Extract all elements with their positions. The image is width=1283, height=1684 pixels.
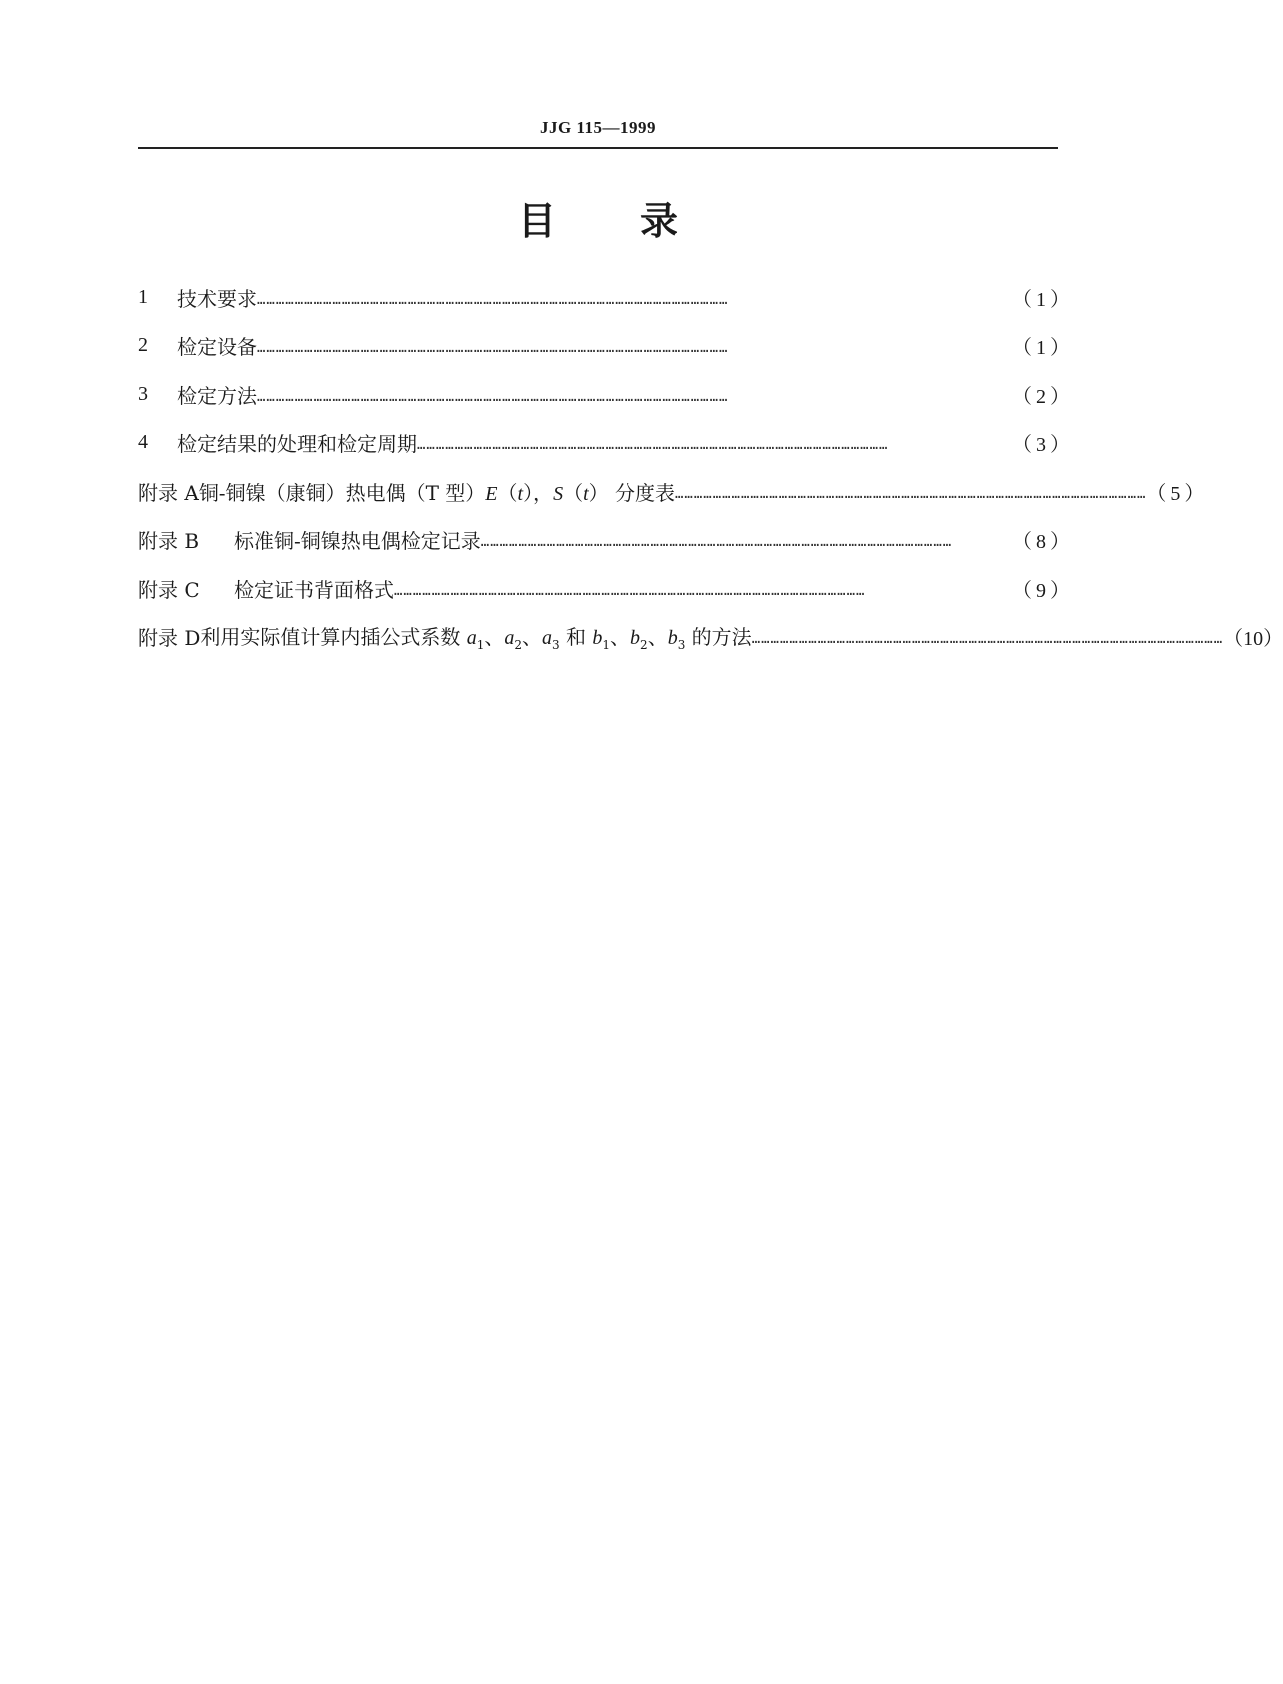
toc-entry-number: 4: [138, 431, 148, 454]
dot-leader: ……………………………………………………………………………………………………………………………………: [751, 631, 1224, 648]
dot-leader: ……………………………………………………………………………………………………………………………………: [674, 485, 1147, 502]
toc-entry-label: 检定结果的处理和检定周期: [177, 432, 417, 457]
document-code-header: JJG 115—1999: [539, 118, 657, 137]
appendix-d-label: 利用实际值计算内插公式系数 $a_1$、$a_2$、$a_3$ 和 $b_1$、$b_2$、$b_3$ 的方法: [200, 625, 752, 653]
dot-leader: ……………………………………………………………………………………………………………………………………: [257, 340, 729, 357]
toc-appendix-c[interactable]: [138, 564, 1074, 613]
appendix-prefix: 附录 D: [138, 626, 201, 651]
appendix-prefix: 附录 B: [138, 529, 200, 554]
toc-entry[interactable]: [138, 273, 1074, 322]
toc-entry-number: 3: [138, 382, 148, 405]
appendix-prefix: 附录 C: [138, 577, 200, 602]
dot-leader: ……………………………………………………………………………………………………………………………………: [417, 437, 889, 454]
title-char-2: 录: [640, 199, 679, 243]
header-rule: [138, 147, 1058, 149]
title-char-1: 目: [517, 199, 556, 243]
toc-entry-page: （1）: [1012, 337, 1074, 360]
toc-entry-number: 2: [138, 334, 148, 357]
page-title: [138, 196, 1058, 246]
toc-entry[interactable]: [138, 370, 1074, 419]
toc-entry-number: 1: [138, 285, 148, 308]
toc-appendix-b[interactable]: [138, 516, 1074, 565]
toc-entry-page: （10）: [1223, 628, 1283, 651]
appendix-a-label: 铜-铜镍（康铜）热电偶（T 型）E（t），S（t） 分度表: [198, 480, 675, 505]
toc-entry-page: （8）: [1012, 531, 1074, 554]
dot-leader: ……………………………………………………………………………………………………………………………………: [257, 388, 729, 405]
dot-leader: ……………………………………………………………………………………………………………………………………: [480, 534, 953, 551]
dot-leader: ……………………………………………………………………………………………………………………………………: [257, 291, 729, 308]
toc-entry-label: 技术要求: [177, 286, 257, 311]
toc-entry-page: （9）: [1012, 579, 1074, 602]
toc-appendix-d[interactable]: [138, 613, 1283, 662]
appendix-prefix: 附录 A: [138, 480, 199, 505]
toc-entry-page: （1）: [1012, 288, 1074, 311]
toc-entry-page: （5）: [1146, 482, 1209, 505]
toc-appendix-a[interactable]: [138, 467, 1209, 516]
toc-entry-page: （3）: [1012, 434, 1074, 457]
toc-entry-label: 检定方法: [177, 383, 257, 408]
table-of-contents: [138, 273, 1283, 661]
dot-leader: ……………………………………………………………………………………………………………………………………: [394, 582, 866, 599]
appendix-c-label: 检定证书背面格式: [234, 577, 394, 602]
appendix-b-label: 标准铜-铜镍热电偶检定记录: [234, 529, 481, 554]
toc-entry-page: （2）: [1012, 385, 1074, 408]
toc-entry[interactable]: [138, 419, 1074, 468]
toc-entry-label: 检定设备: [177, 335, 257, 360]
toc-entry[interactable]: [138, 322, 1074, 371]
